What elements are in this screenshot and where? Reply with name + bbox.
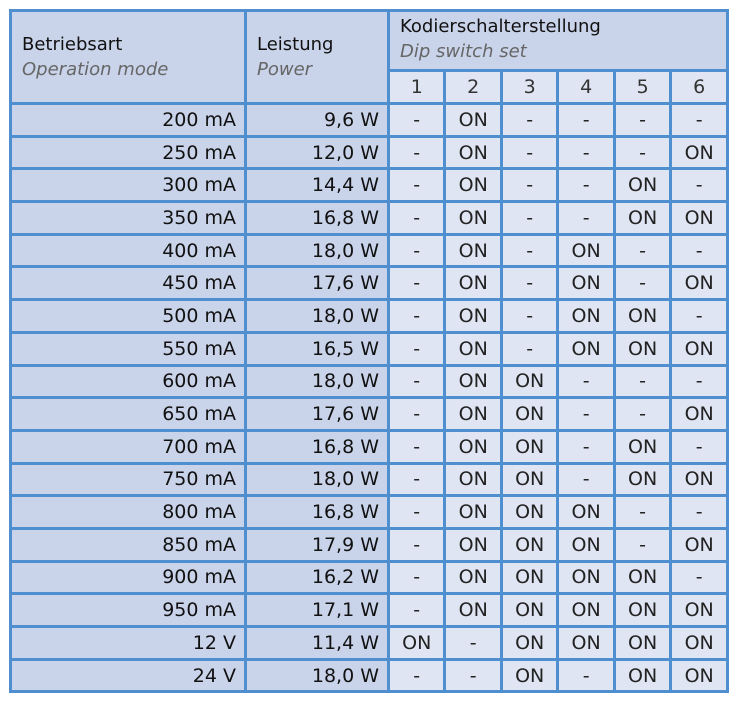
switch-state-cell: ON bbox=[501, 627, 557, 660]
switch-state-cell: ON bbox=[614, 659, 670, 692]
switch-state-cell: ON bbox=[501, 594, 557, 627]
operation-mode-cell: 750 mA bbox=[11, 463, 246, 496]
switch-state-cell: - bbox=[389, 528, 445, 561]
power-cell: 18,0 W bbox=[246, 300, 389, 333]
power-cell: 18,0 W bbox=[246, 365, 389, 398]
switch-state-cell: - bbox=[614, 398, 670, 431]
operation-mode-cell: 600 mA bbox=[11, 365, 246, 398]
switch-state-cell: - bbox=[389, 104, 445, 137]
switch-state-cell: ON bbox=[671, 398, 728, 431]
switch-state-cell: ON bbox=[671, 627, 728, 660]
switch-state-cell: - bbox=[614, 496, 670, 529]
table-row bbox=[11, 332, 728, 365]
switch-state-cell: - bbox=[558, 169, 614, 202]
operation-mode-cell: 24 V bbox=[11, 659, 246, 692]
switch-state-cell: - bbox=[389, 398, 445, 431]
power-cell: 12,0 W bbox=[246, 136, 389, 169]
header-operation-mode bbox=[11, 11, 246, 104]
table-row bbox=[11, 594, 728, 627]
table-row bbox=[11, 202, 728, 235]
switch-state-cell: - bbox=[558, 104, 614, 137]
power-cell: 9,6 W bbox=[246, 104, 389, 137]
switch-state-cell: - bbox=[614, 234, 670, 267]
switch-state-cell: ON bbox=[445, 496, 501, 529]
switch-state-cell: - bbox=[501, 169, 557, 202]
power-cell: 17,1 W bbox=[246, 594, 389, 627]
switch-state-cell: ON bbox=[558, 627, 614, 660]
switch-state-cell: ON bbox=[445, 365, 501, 398]
switch-state-cell: - bbox=[389, 202, 445, 235]
switch-state-cell: ON bbox=[445, 594, 501, 627]
power-cell: 17,6 W bbox=[246, 398, 389, 431]
header-power-de: Leistung bbox=[257, 34, 334, 55]
switch-state-cell: - bbox=[501, 104, 557, 137]
switch-number-header: 2 bbox=[445, 71, 501, 104]
switch-number-header: 6 bbox=[671, 71, 728, 104]
switch-state-cell: - bbox=[501, 267, 557, 300]
switch-state-cell: - bbox=[501, 202, 557, 235]
switch-state-cell: ON bbox=[614, 627, 670, 660]
operation-mode-cell: 900 mA bbox=[11, 561, 246, 594]
table-row bbox=[11, 169, 728, 202]
switch-state-cell: - bbox=[671, 496, 728, 529]
operation-mode-cell: 450 mA bbox=[11, 267, 246, 300]
switch-state-cell: - bbox=[501, 234, 557, 267]
switch-state-cell: - bbox=[501, 300, 557, 333]
table-row bbox=[11, 365, 728, 398]
switch-state-cell: - bbox=[389, 169, 445, 202]
switch-state-cell: - bbox=[671, 169, 728, 202]
power-cell: 11,4 W bbox=[246, 627, 389, 660]
switch-state-cell: ON bbox=[558, 594, 614, 627]
power-cell: 14,4 W bbox=[246, 169, 389, 202]
switch-state-cell: ON bbox=[558, 528, 614, 561]
table-row bbox=[11, 627, 728, 660]
header-mode-en: Operation mode bbox=[22, 59, 169, 80]
power-cell: 17,6 W bbox=[246, 267, 389, 300]
switch-state-cell: ON bbox=[614, 300, 670, 333]
switch-state-cell: - bbox=[389, 234, 445, 267]
table-row bbox=[11, 463, 728, 496]
switch-state-cell: ON bbox=[558, 300, 614, 333]
switch-state-cell: ON bbox=[445, 104, 501, 137]
header-power bbox=[246, 11, 389, 104]
switch-state-cell: ON bbox=[671, 594, 728, 627]
switch-number-header: 4 bbox=[558, 71, 614, 104]
switch-state-cell: - bbox=[558, 202, 614, 235]
switch-state-cell: - bbox=[558, 365, 614, 398]
table-row bbox=[11, 659, 728, 692]
switch-state-cell: - bbox=[389, 561, 445, 594]
switch-state-cell: ON bbox=[671, 267, 728, 300]
switch-state-cell: ON bbox=[558, 496, 614, 529]
switch-state-cell: - bbox=[501, 332, 557, 365]
switch-state-cell: - bbox=[389, 300, 445, 333]
switch-number-header: 1 bbox=[389, 71, 445, 104]
switch-state-cell: ON bbox=[501, 659, 557, 692]
switch-state-cell: - bbox=[614, 267, 670, 300]
switch-state-cell: ON bbox=[558, 332, 614, 365]
header-mode-de: Betriebsart bbox=[22, 34, 123, 55]
switch-state-cell: ON bbox=[445, 332, 501, 365]
operation-mode-cell: 300 mA bbox=[11, 169, 246, 202]
switch-state-cell: - bbox=[558, 659, 614, 692]
switch-state-cell: ON bbox=[558, 267, 614, 300]
switch-state-cell: ON bbox=[614, 202, 670, 235]
power-cell: 17,9 W bbox=[246, 528, 389, 561]
switch-state-cell: ON bbox=[501, 430, 557, 463]
operation-mode-cell: 650 mA bbox=[11, 398, 246, 431]
header-switch-de: Kodierschalterstellung bbox=[400, 16, 601, 37]
switch-state-cell: ON bbox=[445, 202, 501, 235]
power-cell: 18,0 W bbox=[246, 659, 389, 692]
table-row bbox=[11, 496, 728, 529]
table-row bbox=[11, 267, 728, 300]
switch-state-cell: ON bbox=[445, 398, 501, 431]
switch-state-cell: ON bbox=[671, 659, 728, 692]
switch-state-cell: - bbox=[501, 136, 557, 169]
switch-state-cell: - bbox=[671, 430, 728, 463]
switch-state-cell: ON bbox=[614, 332, 670, 365]
power-cell: 16,2 W bbox=[246, 561, 389, 594]
switch-state-cell: ON bbox=[614, 594, 670, 627]
switch-state-cell: ON bbox=[501, 528, 557, 561]
switch-state-cell: ON bbox=[671, 202, 728, 235]
switch-number-header: 5 bbox=[614, 71, 670, 104]
operation-mode-cell: 950 mA bbox=[11, 594, 246, 627]
operation-mode-cell: 550 mA bbox=[11, 332, 246, 365]
switch-state-cell: ON bbox=[445, 234, 501, 267]
switch-state-cell: ON bbox=[558, 234, 614, 267]
switch-state-cell: ON bbox=[614, 169, 670, 202]
switch-state-cell: - bbox=[389, 463, 445, 496]
switch-state-cell: - bbox=[389, 496, 445, 529]
operation-mode-cell: 500 mA bbox=[11, 300, 246, 333]
switch-state-cell: ON bbox=[445, 561, 501, 594]
operation-mode-cell: 400 mA bbox=[11, 234, 246, 267]
switch-state-cell: ON bbox=[445, 300, 501, 333]
switch-state-cell: - bbox=[671, 234, 728, 267]
operation-mode-cell: 350 mA bbox=[11, 202, 246, 235]
switch-state-cell: ON bbox=[501, 365, 557, 398]
operation-mode-cell: 800 mA bbox=[11, 496, 246, 529]
switch-state-cell: - bbox=[558, 463, 614, 496]
switch-state-cell: - bbox=[445, 659, 501, 692]
switch-state-cell: ON bbox=[445, 136, 501, 169]
switch-state-cell: ON bbox=[614, 561, 670, 594]
switch-state-cell: ON bbox=[671, 528, 728, 561]
switch-state-cell: - bbox=[389, 594, 445, 627]
switch-number-header: 3 bbox=[501, 71, 557, 104]
switch-state-cell: - bbox=[389, 136, 445, 169]
switch-state-cell: ON bbox=[614, 430, 670, 463]
operation-mode-cell: 700 mA bbox=[11, 430, 246, 463]
switch-state-cell: ON bbox=[445, 169, 501, 202]
table-row bbox=[11, 561, 728, 594]
switch-state-cell: ON bbox=[445, 528, 501, 561]
table-row bbox=[11, 104, 728, 137]
operation-mode-cell: 12 V bbox=[11, 627, 246, 660]
switch-state-cell: - bbox=[671, 561, 728, 594]
switch-state-cell: ON bbox=[671, 332, 728, 365]
table-row bbox=[11, 528, 728, 561]
power-cell: 16,8 W bbox=[246, 202, 389, 235]
dip-switch-table bbox=[9, 9, 729, 693]
switch-state-cell: ON bbox=[671, 136, 728, 169]
switch-state-cell: - bbox=[614, 104, 670, 137]
switch-state-cell: - bbox=[614, 528, 670, 561]
switch-state-cell: ON bbox=[389, 627, 445, 660]
switch-state-cell: - bbox=[558, 136, 614, 169]
header-power-en: Power bbox=[257, 59, 313, 80]
switch-state-cell: ON bbox=[501, 463, 557, 496]
switch-state-cell: - bbox=[389, 267, 445, 300]
switch-state-cell: ON bbox=[671, 463, 728, 496]
switch-state-cell: - bbox=[671, 365, 728, 398]
switch-state-cell: ON bbox=[501, 496, 557, 529]
switch-state-cell: ON bbox=[445, 430, 501, 463]
table-row bbox=[11, 398, 728, 431]
switch-state-cell: ON bbox=[614, 463, 670, 496]
power-cell: 18,0 W bbox=[246, 463, 389, 496]
power-cell: 18,0 W bbox=[246, 234, 389, 267]
switch-state-cell: - bbox=[389, 659, 445, 692]
operation-mode-cell: 200 mA bbox=[11, 104, 246, 137]
table-row bbox=[11, 234, 728, 267]
switch-state-cell: - bbox=[558, 430, 614, 463]
power-cell: 16,5 W bbox=[246, 332, 389, 365]
operation-mode-cell: 250 mA bbox=[11, 136, 246, 169]
header-dip-switch bbox=[389, 11, 728, 71]
table-row bbox=[11, 430, 728, 463]
switch-state-cell: ON bbox=[558, 561, 614, 594]
switch-state-cell: - bbox=[614, 136, 670, 169]
switch-state-cell: ON bbox=[445, 267, 501, 300]
power-cell: 16,8 W bbox=[246, 496, 389, 529]
switch-state-cell: - bbox=[671, 104, 728, 137]
switch-state-cell: - bbox=[389, 430, 445, 463]
table-row bbox=[11, 136, 728, 169]
table-row bbox=[11, 300, 728, 333]
switch-state-cell: - bbox=[389, 332, 445, 365]
switch-state-cell: - bbox=[445, 627, 501, 660]
switch-state-cell: - bbox=[389, 365, 445, 398]
header-switch-en: Dip switch set bbox=[400, 41, 527, 62]
operation-mode-cell: 850 mA bbox=[11, 528, 246, 561]
power-cell: 16,8 W bbox=[246, 430, 389, 463]
switch-state-cell: ON bbox=[501, 398, 557, 431]
switch-state-cell: - bbox=[558, 398, 614, 431]
switch-state-cell: - bbox=[614, 365, 670, 398]
switch-state-cell: ON bbox=[445, 463, 501, 496]
switch-state-cell: ON bbox=[501, 561, 557, 594]
switch-state-cell: - bbox=[671, 300, 728, 333]
